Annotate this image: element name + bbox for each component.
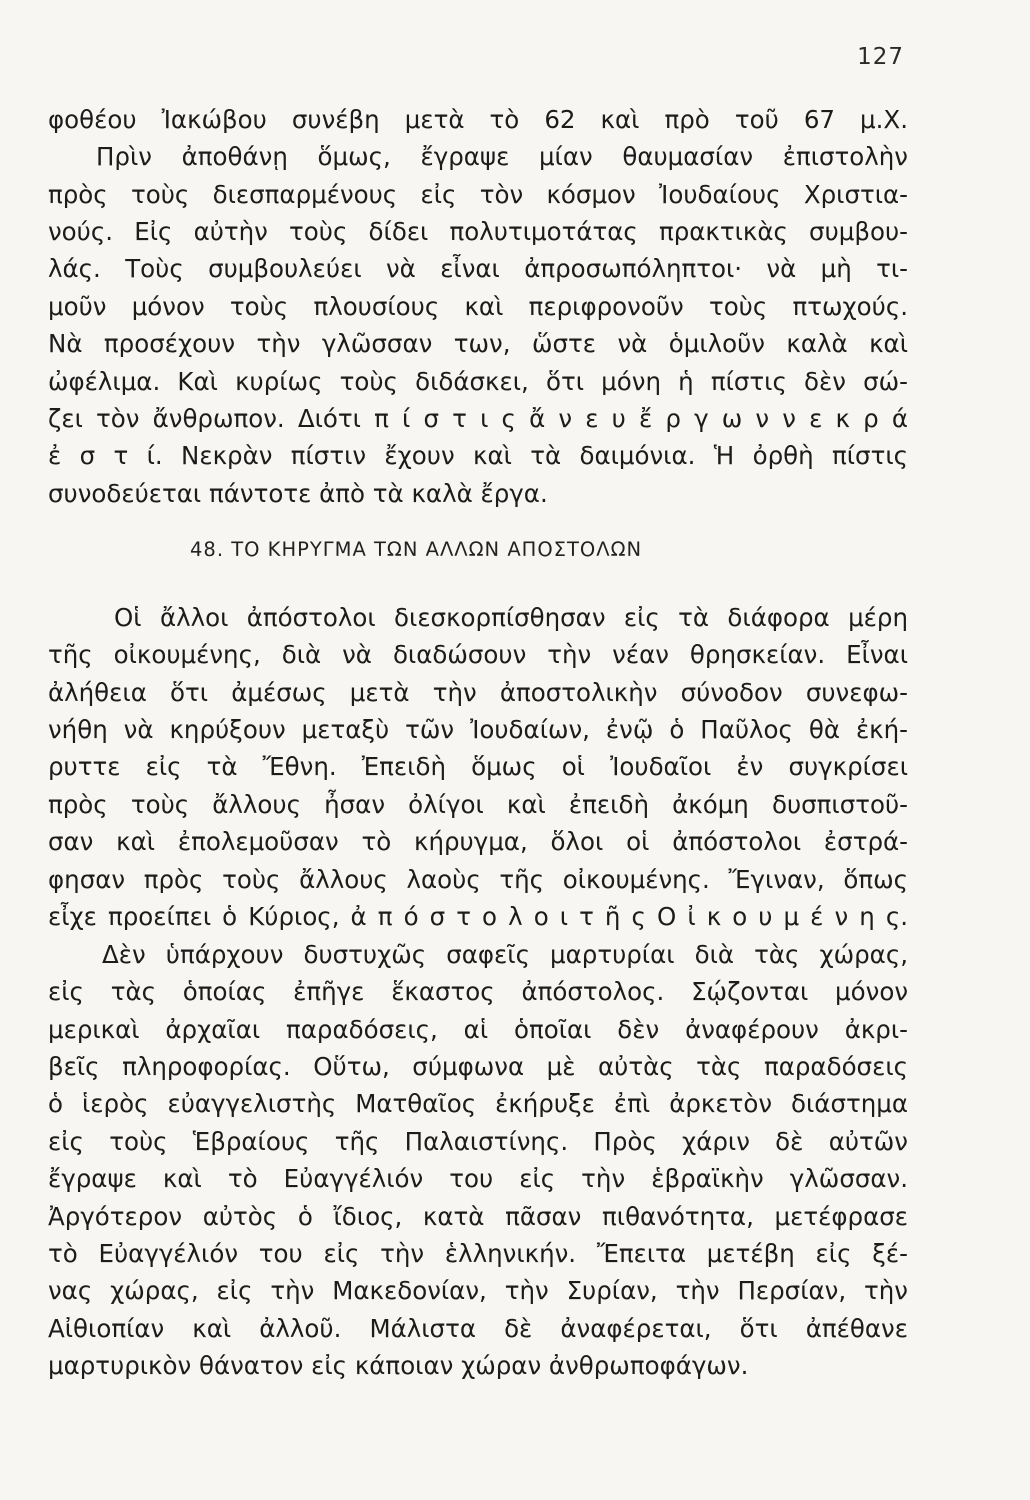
text-line: ὠφέλιμα. Καὶ κυρίως τοὺς διδάσκει, ὅτι μόνη ἡ πίστις δὲν σώ- — [48, 367, 908, 396]
text-line: ὁ ἱερὸς εὐαγγελιστὴς Ματθαῖος ἐκήρυξε ἐπὶ ἀρκετὸν διάστημα — [48, 1089, 908, 1118]
text-line: φοθέου Ἰακώβου συνέβη μετὰ τὸ 62 καὶ πρὸ τοῦ 67 μ.Χ. — [48, 105, 908, 134]
text-line: Οἱ ἄλλοι ἀπόστολοι διεσκορπίσθησαν εἰς τὰ διάφορα μέρη — [114, 603, 908, 632]
text-line: ἔγραψε καὶ τὸ Εὐαγγέλιόν του εἰς τὴν ἑβραϊκὴν γλῶσσαν. — [48, 1164, 908, 1193]
text-line: Αἰθιοπίαν καὶ ἀλλοῦ. Μάλιστα δὲ ἀναφέρεται, ὅτι ἀπέθανε — [48, 1314, 908, 1343]
text-line: ρυττε εἰς τὰ Ἔθνη. Ἐπειδὴ ὅμως οἱ Ἰουδαῖοι ἐν συγκρίσει — [48, 752, 908, 781]
text-line: μαρτυρικὸν θάνατον εἰς κάποιαν χώραν ἀνθρωποφάγων. — [48, 1351, 749, 1380]
text-line: ἐ σ τ ί. Νεκρὰν πίστιν ἔχουν καὶ τὰ δαιμόνια. Ἡ ὀρθὴ πίστις — [48, 441, 908, 470]
text-line: λάς. Τοὺς συμβουλεύει νὰ εἶναι ἀπροσωπόληπτοι· νὰ μὴ τι- — [48, 254, 908, 283]
text-line: ζει τὸν ἄνθρωπον. Διότι π ί σ τ ι ς ἄ ν ε υ ἔ ρ γ ω ν ν ε κ ρ ά — [48, 404, 908, 433]
text-line: εἰς τὰς ὁποίας ἐπῆγε ἕκαστος ἀπόστολος. Σῴζονται μόνον — [48, 977, 908, 1006]
text-line: μοῦν μόνον τοὺς πλουσίους καὶ περιφρονοῦν τοὺς πτωχούς. — [48, 292, 908, 321]
text-line: φησαν πρὸς τοὺς ἄλλους λαοὺς τῆς οἰκουμένης. Ἔγιναν, ὅπως — [48, 865, 908, 894]
page-number: 127 — [857, 44, 904, 70]
text-line: Δὲν ὑπάρχουν δυστυχῶς σαφεῖς μαρτυρίαι διὰ τὰς χώρας, — [102, 940, 908, 969]
text-line: βεῖς πληροφορίας. Οὕτω, σύμφωνα μὲ αὐτὰς τὰς παραδόσεις — [48, 1052, 908, 1081]
text-line: νήθη νὰ κηρύξουν μεταξὺ τῶν Ἰουδαίων, ἐνῷ ὁ Παῦλος θὰ ἐκή- — [48, 715, 908, 744]
text-line: ἀλήθεια ὅτι ἀμέσως μετὰ τὴν ἀποστολικὴν σύνοδον συνεφω- — [48, 678, 908, 707]
section-heading: 48. ΤΟ ΚΗΡΥΓΜΑ ΤΩΝ ΑΛΛΩΝ ΑΠΟΣΤΟΛΩΝ — [190, 538, 643, 561]
text-line: τῆς οἰκουμένης, διὰ νὰ διαδώσουν τὴν νέαν θρησκείαν. Εἶναι — [48, 640, 908, 669]
text-line: Ἀργότερον αὐτὸς ὁ ἴδιος, κατὰ πᾶσαν πιθανότητα, μετέφρασε — [48, 1202, 908, 1231]
text-line: πρὸς τοὺς διεσπαρμένους εἰς τὸν κόσμον Ἰουδαίους Χριστια- — [48, 180, 908, 209]
text-line: νας χώρας, εἰς τὴν Μακεδονίαν, τὴν Συρίαν, τὴν Περσίαν, τὴν — [48, 1276, 908, 1305]
text-line: εἶχε προείπει ὁ Κύριος, ἀ π ό σ τ ο λ ο ι τ ῆ ς Ο ἰ κ ο υ μ έ ν η ς. — [48, 902, 908, 931]
text-line: τὸ Εὐαγγέλιόν του εἰς τὴν ἑλληνικήν. Ἔπειτα μετέβη εἰς ξέ- — [48, 1239, 908, 1268]
text-line: νούς. Εἰς αὐτὴν τοὺς δίδει πολυτιμοτάτας πρακτικὰς συμβου- — [48, 217, 908, 246]
text-line: πρὸς τοὺς ἄλλους ἦσαν ὀλίγοι καὶ ἐπειδὴ ἀκόμη δυσπιστοῦ- — [48, 790, 908, 819]
text-line: εἰς τοὺς Ἑβραίους τῆς Παλαιστίνης. Πρὸς χάριν δὲ αὐτῶν — [48, 1127, 908, 1156]
text-line: Νὰ προσέχουν τὴν γλῶσσαν των, ὥστε νὰ ὁμιλοῦν καλὰ καὶ — [48, 329, 908, 358]
text-line: σαν καὶ ἐπολεμοῦσαν τὸ κήρυγμα, ὅλοι οἱ ἀπόστολοι ἐστρά- — [48, 827, 908, 856]
text-line: Πρὶν ἀποθάνῃ ὅμως, ἔγραψε μίαν θαυμασίαν ἐπιστολὴν — [96, 142, 908, 171]
text-line: συνοδεύεται πάντοτε ἀπὸ τὰ καλὰ ἔργα. — [48, 479, 548, 508]
text-line: μερικαὶ ἀρχαῖαι παραδόσεις, αἱ ὁποῖαι δὲν ἀναφέρουν ἀκρι- — [48, 1015, 908, 1044]
